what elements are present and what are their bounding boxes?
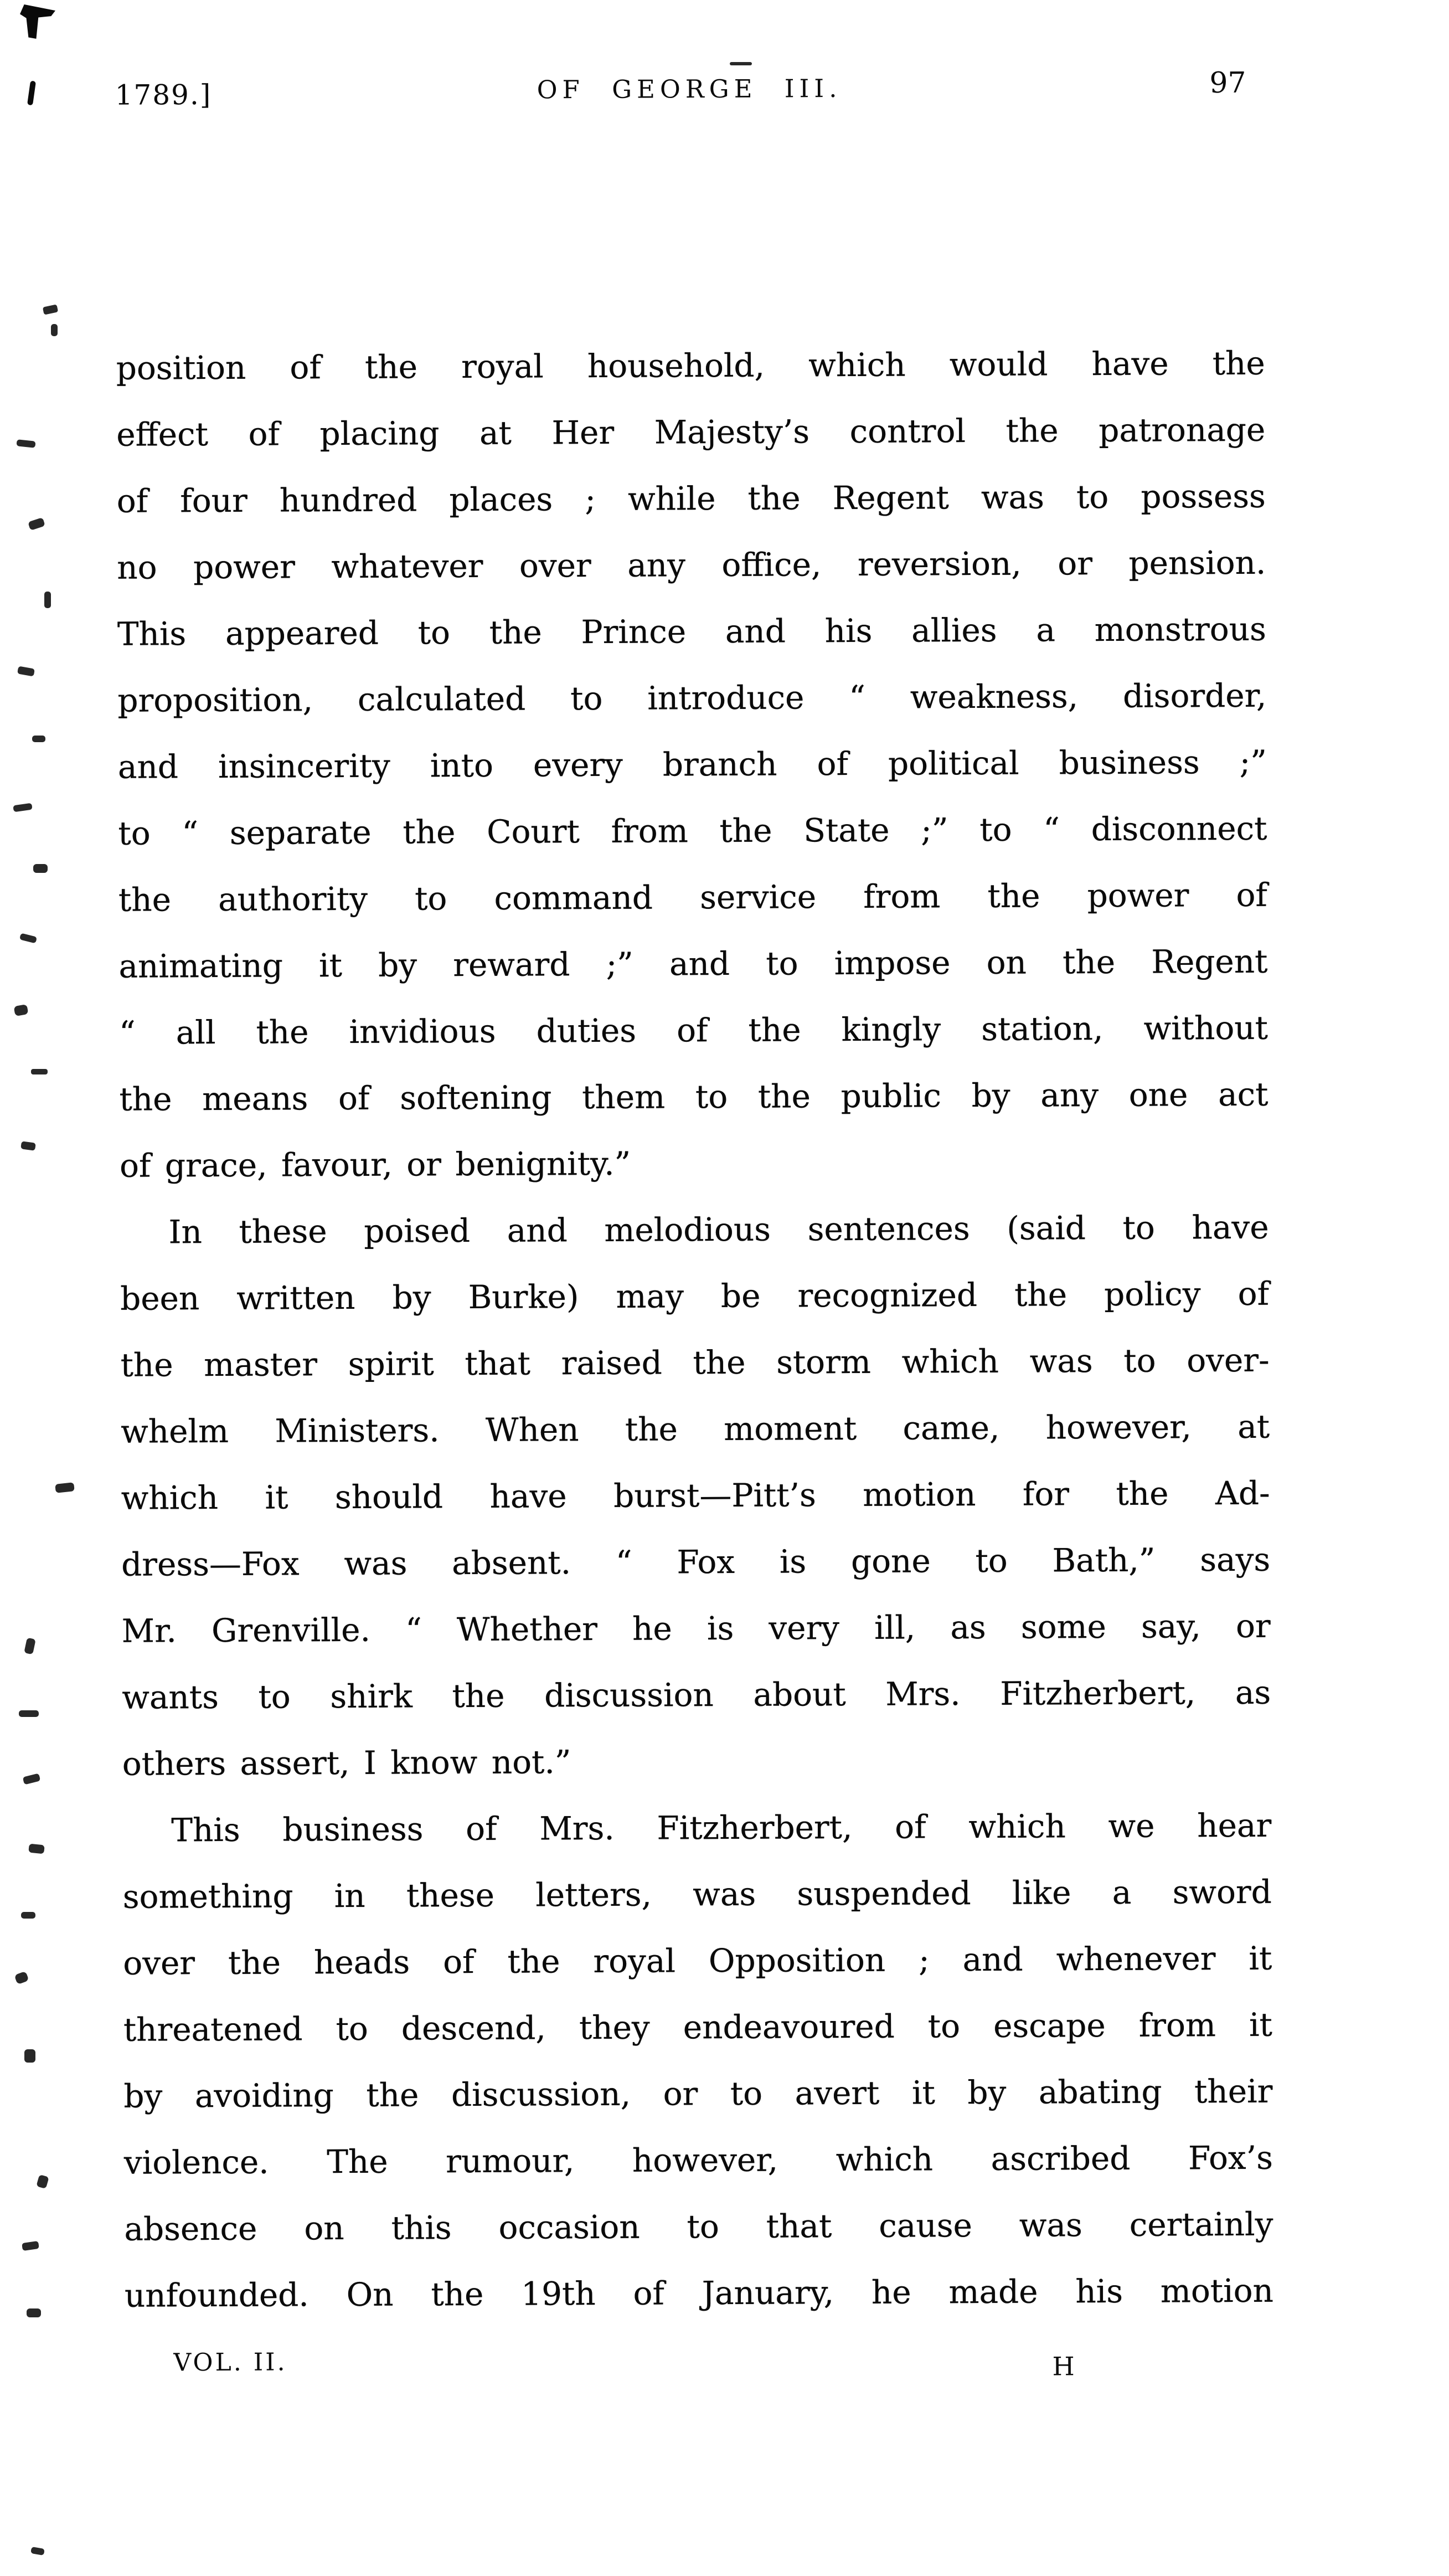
text-line: absence on this occasion to that cause was certainly <box>124 2205 1273 2248</box>
text-line: to “ separate the Court from the State ;” to “ disconnect <box>118 809 1267 852</box>
text-line: no power whatever over any office, reversion, or pension. <box>117 543 1266 587</box>
text-line: the authority to command service from the power of <box>118 876 1268 919</box>
text-line: threatened to descend, they endeavoured to escape from it <box>123 2006 1272 2049</box>
text-line: proposition, calculated to introduce “ weakness, disorder, <box>117 676 1267 719</box>
text-line: by avoiding the discussion, or to avert it by abating their <box>123 2072 1273 2115</box>
signature-mark: H <box>1052 2351 1075 2382</box>
text-line: animating it by reward ;” and to impose on the Regent <box>118 942 1268 985</box>
text-line: the master spirit that raised the storm which was to over- <box>120 1341 1270 1384</box>
volume-label: VOL. II. <box>173 2348 287 2377</box>
text-line: the means of softening them to the public by any one act <box>119 1075 1268 1118</box>
page-number: 97 <box>1209 66 1246 100</box>
text-line-paragraph-end: others assert, I know not.” <box>122 1743 571 1783</box>
header-year: 1789.] <box>115 79 212 111</box>
text-line: effect of placing at Her Majesty’s control the patronage <box>116 410 1266 454</box>
text-line: wants to shirk the discussion about Mrs. Fitzherbert, as <box>122 1673 1271 1716</box>
text-line: This appeared to the Prince and his allies a monstrous <box>117 610 1266 653</box>
running-header <box>115 66 1264 110</box>
body-text <box>116 330 1274 2329</box>
text-line: over the heads of the royal Opposition ; and whenever it <box>123 1939 1272 1982</box>
text-line: position of the royal household, which would have the <box>116 344 1265 387</box>
text-line: been written by Burke) may be recognized the policy of <box>120 1274 1270 1318</box>
text-line: unfounded. On the 19th of January, he made his motion <box>124 2271 1274 2315</box>
text-line: and insincerity into every branch of political business ;” <box>117 743 1267 786</box>
text-line-paragraph-end: of grace, favour, or benignity.” <box>119 1144 631 1185</box>
running-title: OF GEORGE III. <box>537 74 842 105</box>
text-line-paragraph-start: In these poised and melodious sentences (said to have <box>168 1208 1269 1251</box>
text-line: of four hundred places ; while the Regent was to possess <box>116 477 1266 520</box>
text-line: dress—Fox was absent. “ Fox is gone to Bath,” says <box>121 1540 1271 1583</box>
page-footer <box>125 2340 1273 2394</box>
text-line: Mr. Grenville. “ Whether he is very ill, as some say, or <box>121 1607 1271 1650</box>
text-line: which it should have burst—Pitt’s motion for the Ad- <box>121 1474 1270 1517</box>
text-line-paragraph-start: This business of Mrs. Fitzherbert, of which we hear <box>171 1806 1272 1849</box>
text-line: whelm Ministers. When the moment came, however, at <box>121 1407 1270 1451</box>
text-line: “ all the invidious duties of the kingly station, without <box>118 1009 1268 1052</box>
text-line: violence. The rumour, however, which ascribed Fox’s <box>123 2138 1273 2182</box>
text-line: something in these letters, was suspended like a sword <box>122 1873 1272 1916</box>
